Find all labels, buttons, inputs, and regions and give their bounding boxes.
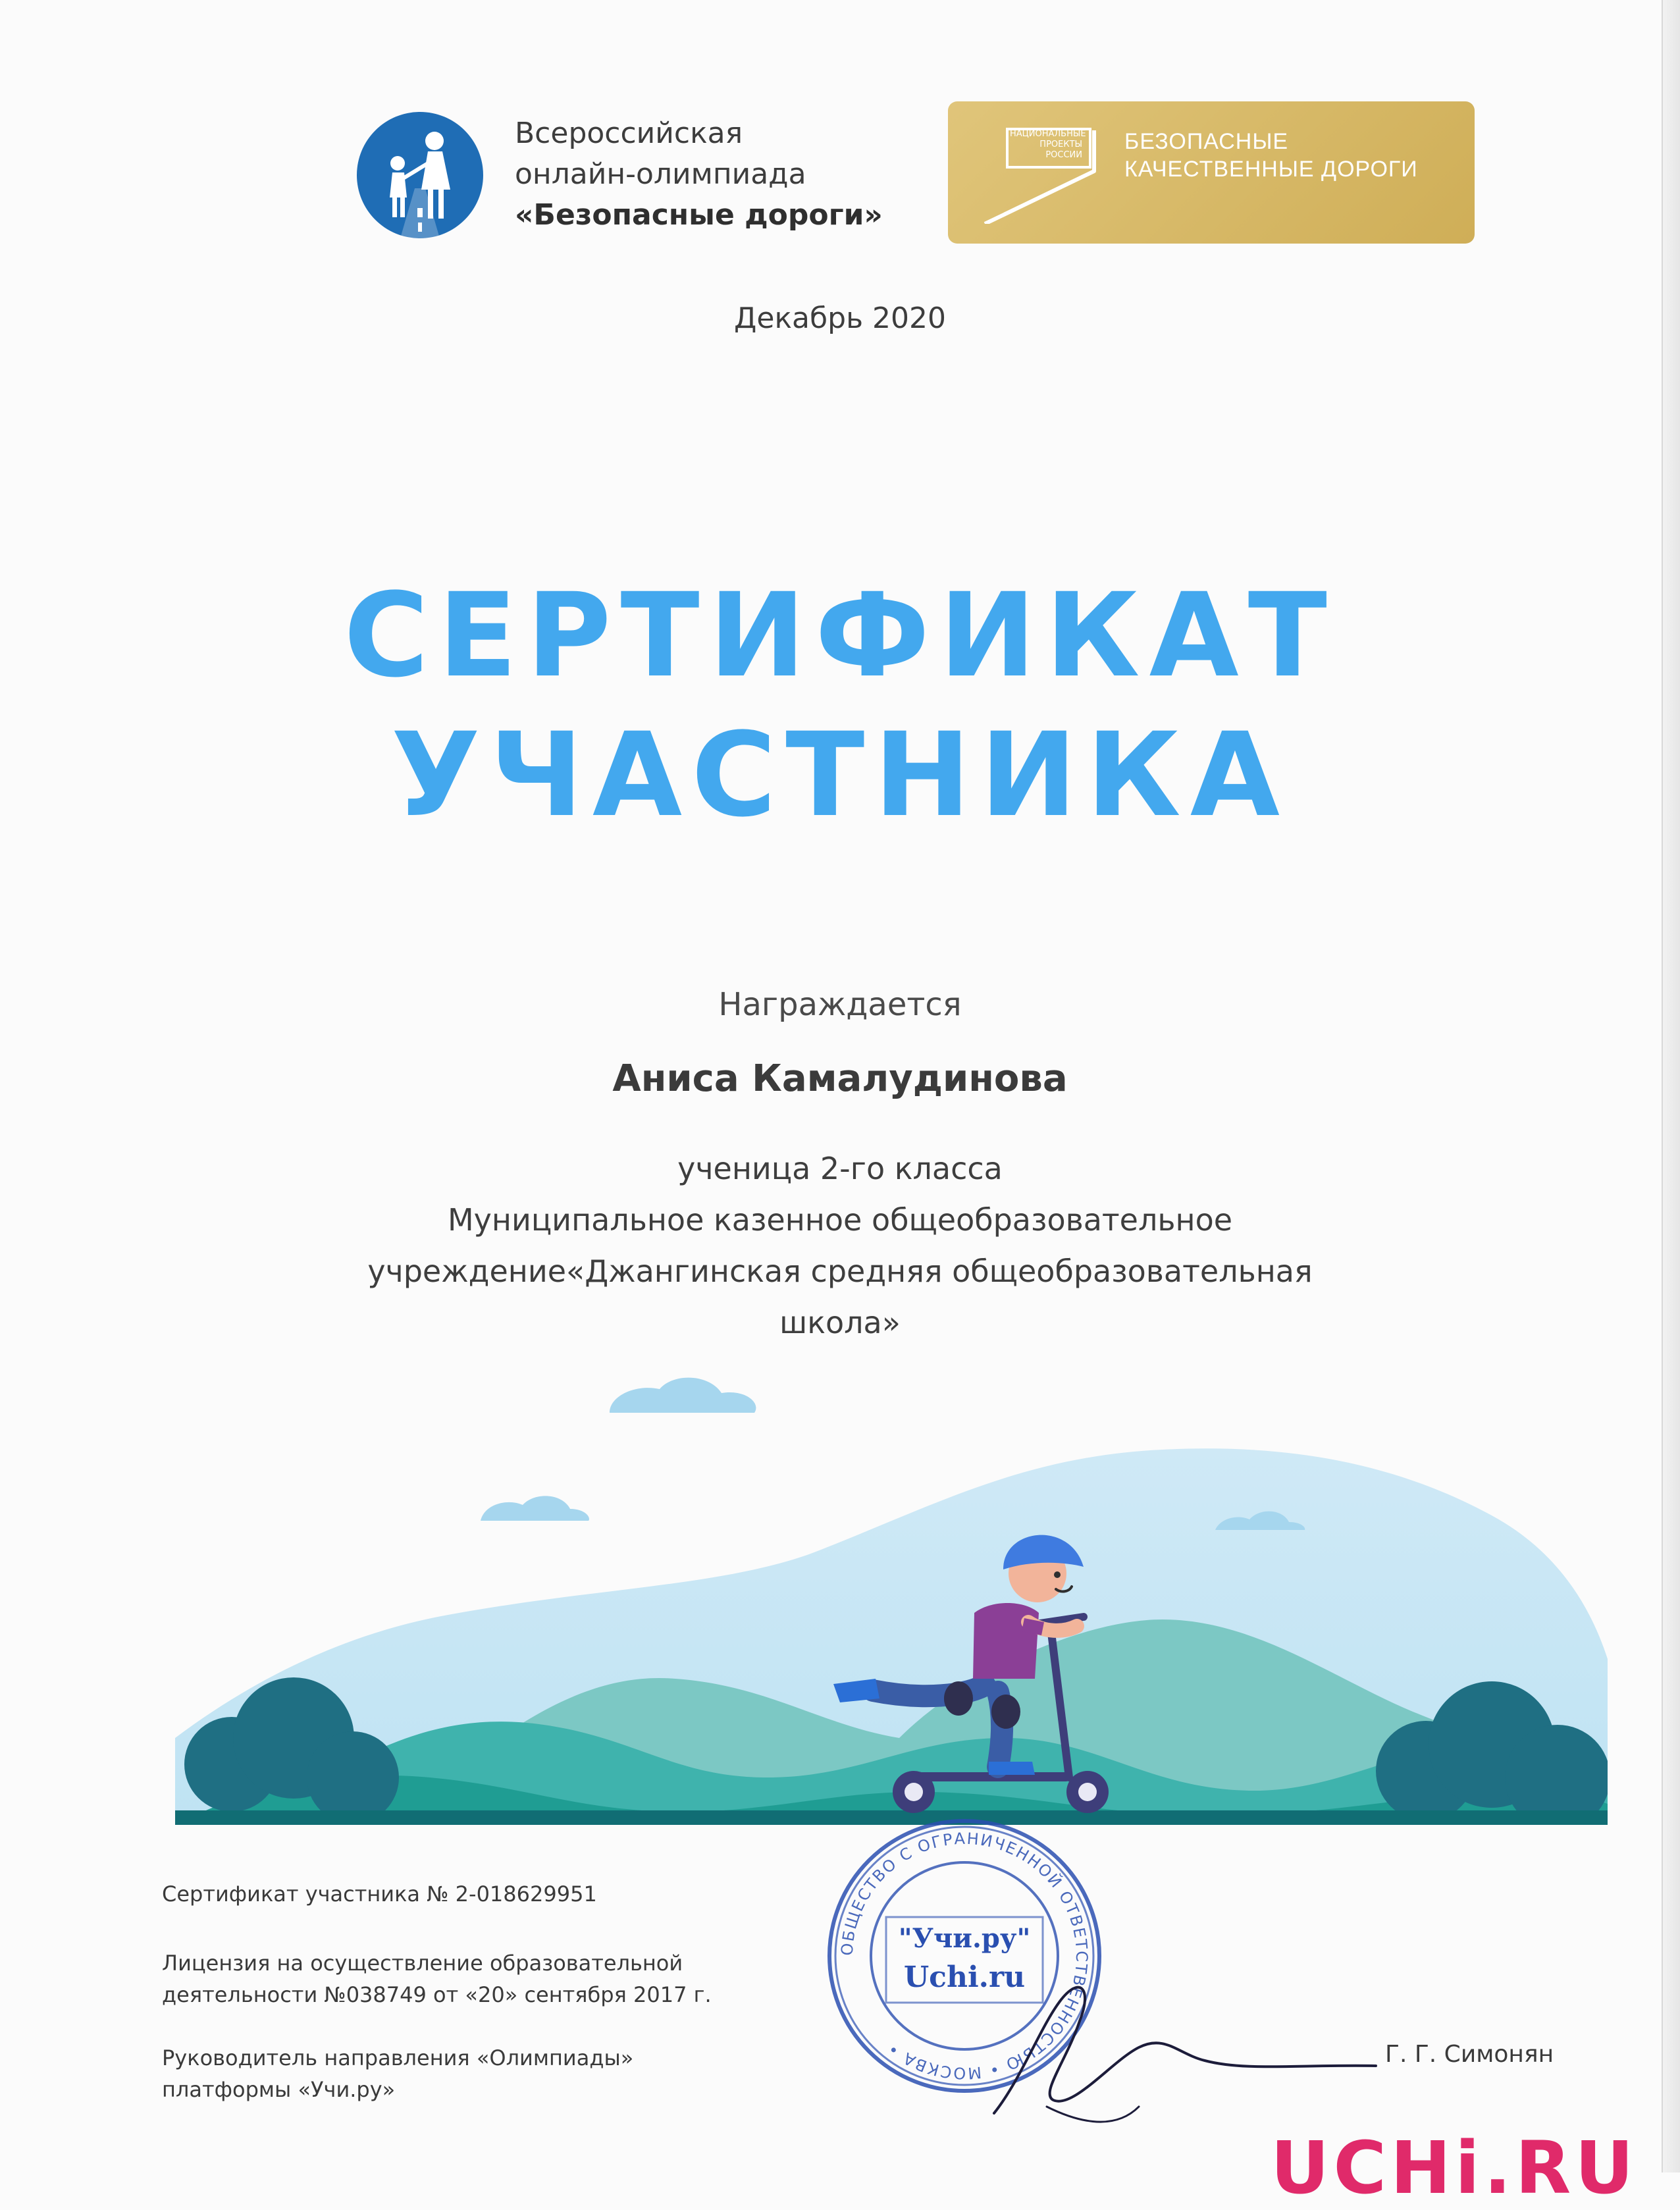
recipient-name: Аниса Камалудинова (612, 1057, 1068, 1100)
uchi-ru-logo: UCHi.RU (1271, 2126, 1638, 2210)
certificate-title (0, 566, 1680, 845)
title-line-1: СЕРТИФИКАТ (344, 568, 1336, 703)
stamp-text-1: "Учи.ру" (898, 1923, 1031, 1954)
scooter-illustration (175, 1369, 1608, 1825)
head-of-direction (162, 2042, 633, 2105)
certificate-number: Сертификат участника № 2-018629951 (162, 1881, 597, 1907)
stamp-ring-text: ОБЩЕСТВО С ОГРАНИЧЕННОЙ ОТВЕТСТВЕННОСТЬЮ • МОСКВА • (837, 1829, 1091, 2083)
olympiad-logo (354, 109, 486, 241)
description-line-4: школа» (779, 1305, 901, 1340)
head-line-2: платформы «Учи.ру» (162, 2077, 396, 2102)
award-label: Награждается (718, 986, 962, 1023)
signature (981, 1949, 1389, 2146)
license-line-1: Лицензия на осуществление образовательной (162, 1951, 683, 1976)
olympiad-line-1: Всероссийская (515, 117, 743, 150)
certificate-date: Декабрь 2020 (734, 302, 946, 335)
description-line-1: ученица 2-го класса (677, 1151, 1003, 1186)
safe-roads-label (1124, 128, 1418, 183)
olympiad-line-3: «Безопасные дороги» (515, 198, 883, 232)
badge-line-2: КАЧЕСТВЕННЫЕ ДОРОГИ (1124, 157, 1418, 182)
badge-line-1: БЕЗОПАСНЫЕ (1124, 129, 1289, 154)
license-line-2: деятельности №038749 от «20» сентября 2017 г. (162, 1982, 712, 2007)
np-small-line-1: НАЦИОНАЛЬНЫЕ (1010, 129, 1086, 139)
description-line-2: Муниципальное казенное общеобразовательное (447, 1202, 1233, 1238)
stamp-text-2: Uchi.ru (903, 1960, 1026, 1994)
np-small-line-3: РОССИИ (1045, 150, 1082, 160)
title-line-2: УЧАСТНИКА (390, 708, 1289, 843)
olympiad-title (515, 113, 883, 236)
recipient-description (0, 1143, 1680, 1348)
national-projects-label (1010, 129, 1086, 161)
license-text (162, 1947, 712, 2011)
head-line-1: Руководитель направления «Олимпиады» (162, 2045, 634, 2070)
olympiad-line-2: онлайн-олимпиада (515, 157, 806, 191)
np-small-line-2: ПРОЕКТЫ (1039, 140, 1082, 149)
signer-name: Г. Г. Симонян (1385, 2041, 1554, 2068)
description-line-3: учреждение«Джангинская средняя общеобразовательная (367, 1253, 1313, 1289)
